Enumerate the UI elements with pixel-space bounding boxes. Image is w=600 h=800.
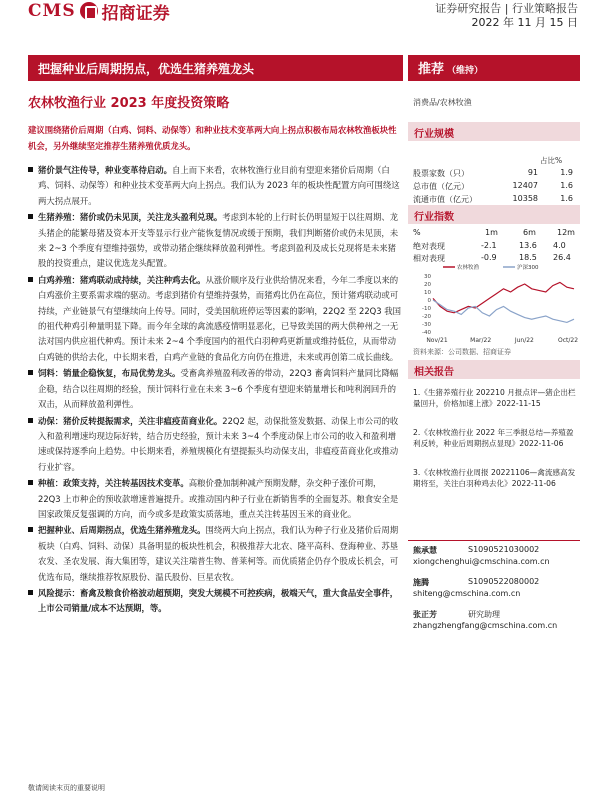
bullet-list	[28, 163, 403, 618]
index-header-row	[413, 228, 578, 240]
rating-value: 推荐	[418, 62, 445, 77]
rating	[418, 58, 483, 77]
bullet-body: 22Q2 起，动保批签发数据、动保上市公司的收入和盈利增速均现边际好转，结合历史经验，预计未来 3~4 个季度动保上市公司的收入和盈利增速或保持逐季向上趋势。中长期来看，养殖规模化有望提振头均动保支出，非瘟疫苗商业化或推动行业扩容。	[38, 415, 399, 472]
x-tick-label: Mar/22	[470, 337, 492, 344]
bullet-head: 猪价景气注传导，种业变革待启动。	[38, 165, 172, 175]
y-tick-label: 20	[424, 282, 431, 288]
y-tick-label: -40	[422, 330, 431, 336]
index-chart-svg	[413, 262, 578, 344]
analyst-code: S1090521030002	[468, 545, 540, 554]
analyst-code: S1090522080002	[468, 577, 540, 586]
bullet-body: 高粮价叠加制种减产预期发酵，杂交种子涨价可期，22Q3 上市种企的预收款增速普遍提升。或推动国内种子行业在新销售季的全面复苏。粮食安全是国家政策反复强调的方向，而今或多是政策实质落地，重点关注转基因玉米的商业化。	[38, 478, 399, 519]
analyst-code: 研究助理	[468, 610, 500, 619]
bullet-mark-icon	[28, 214, 33, 219]
industry-label: 消费品/农林牧渔	[413, 98, 472, 107]
summary-paragraph: 建议围绕猪价后周期（白鸡、饲料、动保等）和种业技术变革两大向上拐点积极布局农林牧渔板块性机会，另外继续坚定推荐生猪养殖优质龙头。	[28, 125, 397, 151]
bullet-head: 风险提示：畜禽及粮食价格波动超预期，突发大规模不可控疾病，极端天气，重大食品安全事件，上市公司销量/成本不达预期，等。	[38, 587, 399, 614]
bullet-item	[28, 210, 403, 272]
analyst-email[interactable]: xiongchenghui@cmschina.com.cn	[413, 557, 550, 566]
index-header-c2: 6m	[523, 228, 536, 237]
x-tick-label: Jun/22	[514, 337, 534, 344]
analyst-name: 熊承慧	[413, 546, 437, 555]
bullet-head: 动保：猪价反转提振需求，关注非瘟疫苗商业化。	[38, 415, 223, 426]
legend-label: 沪深300	[517, 265, 539, 271]
index-header-c3: 12m	[557, 228, 575, 237]
analyst-email[interactable]: zhangzhengfang@cmschina.com.cn	[413, 621, 558, 630]
bullet-item	[28, 163, 403, 209]
report-type: 证券研究报告 | 行业策略报告	[435, 2, 578, 15]
scale-row	[413, 168, 578, 180]
report-title: 把握种业后周期拐点，优选生猪养殖龙头	[38, 62, 255, 76]
bullet-mark-icon	[28, 277, 33, 282]
scale-cell-v2: 1.9	[560, 168, 573, 177]
analyst-entry	[413, 545, 540, 556]
index-cell-c1: -2.1	[481, 241, 497, 250]
y-tick-label: 0	[427, 298, 431, 304]
bullet-mark-icon	[28, 167, 33, 172]
analyst-name: 施腾	[413, 578, 429, 587]
scale-cell-label: 股票家数（只）	[413, 169, 469, 178]
scale-cell-v1: 10358	[512, 194, 538, 203]
analyst-email[interactable]: shiteng@cmschina.com.cn	[413, 589, 521, 598]
x-tick-label: Nov/21	[426, 337, 448, 344]
index-cell-c2: 13.6	[519, 241, 537, 250]
bullet-item	[28, 273, 403, 365]
index-cell-c3: 26.4	[553, 253, 571, 262]
bullet-mark-icon	[28, 590, 33, 595]
rating-banner	[408, 55, 580, 81]
x-tick-label: Oct/22	[557, 337, 578, 344]
related-report-item[interactable]: 1.《生猪养殖行业 202210 月报点评—猪企出栏量回升，价格加速上涨》2022-11-15	[413, 388, 576, 408]
analyst-entry	[413, 609, 500, 620]
bullet-mark-icon	[28, 418, 33, 423]
scale-section-title: 行业规模	[408, 122, 580, 141]
rating-sub: （维持）	[447, 66, 484, 76]
chart-source: 资料来源：公司数据、招商证券	[413, 348, 511, 356]
bullet-mark-icon	[28, 527, 33, 532]
index-cell-c3: 4.0	[553, 241, 566, 250]
report-subtitle: 农林牧渔行业 2023 年度投资策略	[28, 96, 230, 111]
scale-cell-v1: 91	[527, 168, 538, 177]
bullet-item	[28, 476, 403, 522]
bullet-item	[28, 523, 403, 585]
index-chart	[413, 262, 578, 344]
logo-text-cms: CMS	[28, 1, 76, 21]
series-line-1	[433, 300, 574, 322]
footer-note: 敬请阅读末页的重要说明	[28, 784, 105, 792]
bullet-body: 受畜禽养殖盈利改善的带动，22Q3 畜禽饲料产量同比降幅企稳，结合以往周期的经验，预计饲料行业在未来 3~6 个季度有望迎来销量增长和吨利润回升的双击，从而释放盈利弹性。	[38, 368, 399, 410]
index-cell-c2: 18.5	[519, 253, 537, 262]
index-cell-c1: -0.9	[481, 253, 497, 262]
bullet-body: 自上而下来看，农林牧渔行业目前有望迎来猪价后周期（白鸡、饲料、动保等）和种业技术变革两大向上拐点。我们认为 2023 年的板块性配置方向可围绕这两大拐点展开。	[38, 165, 400, 206]
index-header-c0: %	[413, 228, 421, 237]
y-tick-label: 30	[424, 274, 431, 280]
bullet-body: 从涨价顺序及行业供给情况来看，今年二季度以来的白鸡涨价主要系需求端的驱动。考虑到猪价有望维持强势，而猪鸡比仍在高位，预计猪鸡联动或可持续，产业链景气有望继续向上传导。同时，受美国航班停运等因素的影响，22Q2 至 22Q3 我国的祖代种鸡引种量明显下降。而今年全球的禽流感疫情明显恶化，已导致美国的两大供种州之一无法对国内供应祖代种鸡。预计未来 2~4 个季度国内的祖代白羽种鸡更新量或维持低位，从而带动白鸡链的供给去化，中长期来看，白鸡产业链的食品化方向仍在推进，未来或再创第二成长曲线。	[38, 274, 402, 362]
scale-cell-v2: 1.6	[560, 194, 573, 203]
index-cell-label: 相对表现	[413, 254, 445, 263]
cms-logo	[28, 0, 170, 22]
scale-row	[413, 181, 578, 193]
y-tick-label: -10	[422, 306, 431, 312]
index-row	[413, 241, 578, 253]
bullet-mark-icon	[28, 480, 33, 485]
logo-text-cn: 招商证券	[101, 3, 170, 24]
bullet-item	[28, 414, 403, 476]
related-report-item[interactable]: 2.《农林牧渔行业 2022 年三季报总结—养殖盈利反转，种业后周期拐点显现》2022-11-06	[413, 428, 574, 448]
bullet-head: 白鸡养殖：猪鸡联动成持续，关注种鸡去化。	[38, 274, 206, 285]
index-header-c1: 1m	[485, 228, 498, 237]
scale-cell-v2: 1.6	[560, 181, 573, 190]
bullet-body: 考虑到本轮的上行时长仍明显短于以往周期、龙头猪企的能繁母猪及资本开支等显示行业产能恢复情况或缓于预期，我们判断猪价或仍未见顶，未来 2~3 个季度有望维持强势，或带动猪企继续释放盈利弹性。考虑到盈利及成长兑现将是未来猪股的投资重点，建议优选龙头配置。	[38, 212, 399, 269]
title-banner	[28, 55, 403, 81]
series-line-0	[433, 282, 574, 312]
bullet-body: 围绕两大向上拐点，我们认为种子行业及猪价后周期板块（白鸡、饲料、动保）具备明显的板块性机会，积极推荐大北农、隆平高科、登海种业、苏垦农发、圣农发展、海大集团等，建议关注瑞普生物、普莱柯等。而优质猪企仍存个股成长机会，可优选布局，继续推荐牧原股份、温氏股份、巨星农牧。	[38, 525, 399, 582]
bullet-item	[28, 586, 403, 617]
bullet-item	[28, 366, 403, 412]
scale-cell-v1: 12407	[512, 181, 538, 190]
scale-cell-label: 总市值（亿元）	[413, 182, 469, 191]
index-cell-label: 绝对表现	[413, 242, 445, 251]
bullet-mark-icon	[28, 370, 33, 375]
related-section-title: 相关报告	[408, 360, 580, 379]
logo-seal-icon	[80, 2, 98, 20]
bullet-head: 把握种业、后周期拐点，优选生猪养殖龙头。	[38, 525, 206, 536]
report-header	[0, 0, 600, 40]
scale-unit-label: 占比%	[540, 156, 563, 165]
analyst-divider	[408, 540, 580, 541]
legend-label: 农林牧渔	[457, 265, 480, 271]
y-tick-label: -20	[422, 314, 431, 320]
scale-cell-label: 流通市值（亿元）	[413, 195, 477, 204]
bullet-head: 种植：政策支持，关注转基因技术变革。	[38, 478, 189, 489]
y-tick-label: -30	[422, 322, 431, 328]
index-section-title: 行业指数	[408, 205, 580, 224]
related-report-item[interactable]: 3.《农林牧渔行业周报 20221106—禽流感高发期将至，关注白羽种鸡去化》2022-11-06	[413, 468, 576, 488]
analyst-entry	[413, 577, 540, 588]
bullet-head: 饲料：销量企稳恢复，布局优势龙头。	[38, 368, 181, 379]
analyst-name: 张正芳	[413, 610, 437, 619]
bullet-head: 生猪养殖：猪价或仍未见顶，关注龙头盈利兑现。	[38, 212, 223, 223]
report-date: 2022 年 11 月 15 日	[471, 16, 578, 29]
y-tick-label: 10	[424, 290, 431, 296]
